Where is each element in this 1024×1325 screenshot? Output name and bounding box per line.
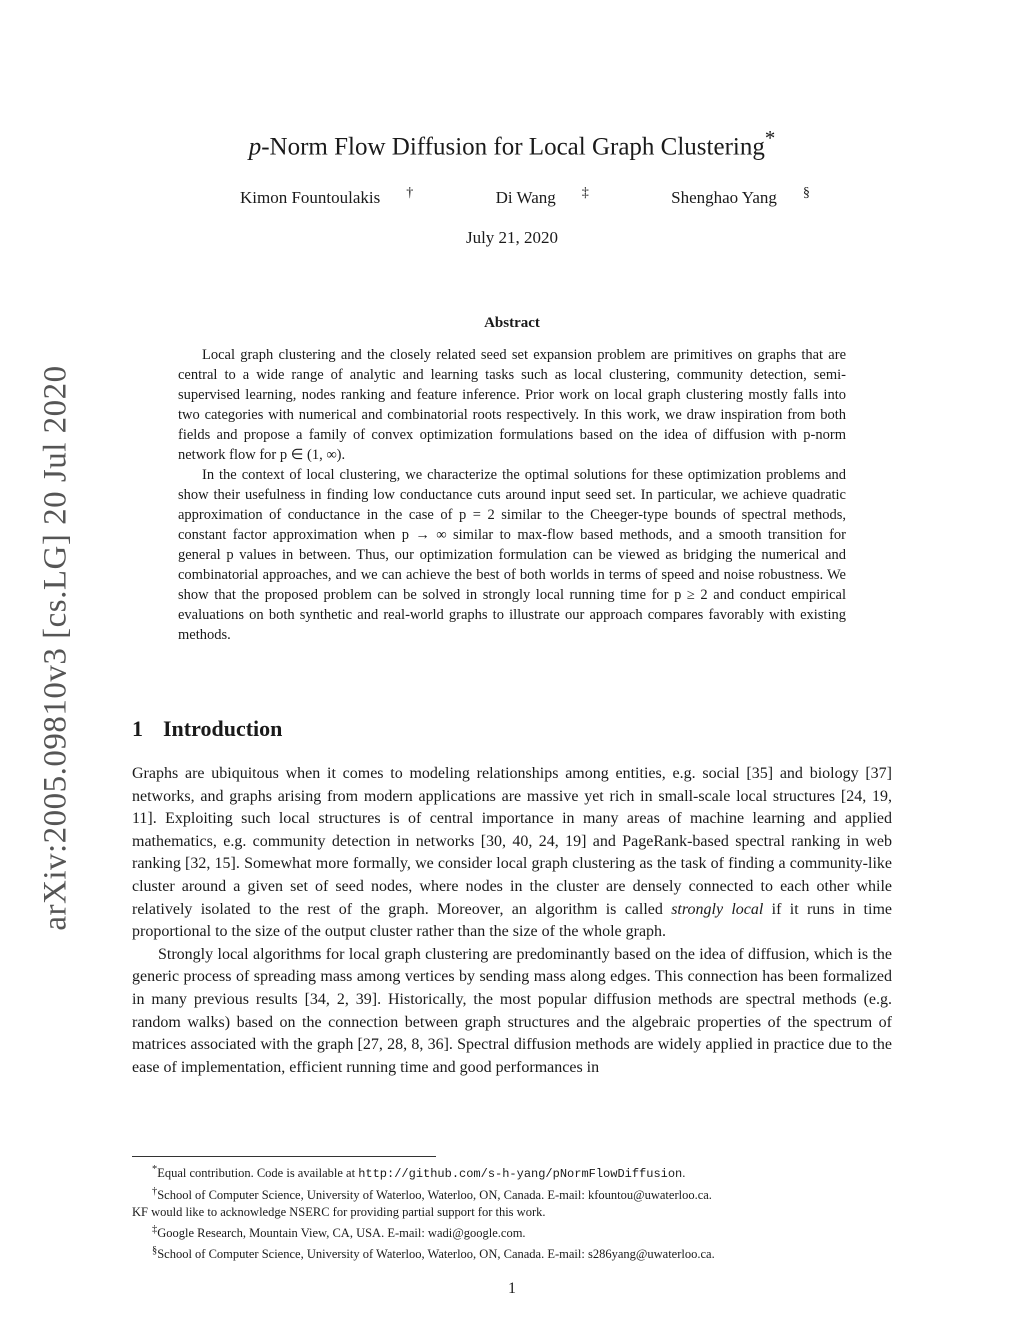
author: Kimon Fountoulakis †	[240, 184, 414, 207]
title-variable-p: p	[248, 133, 262, 161]
arxiv-identifier-stamp: arXiv:2005.09810v3 [cs.LG] 20 Jul 2020	[37, 365, 74, 931]
footnote: §School of Computer Science, University of Waterloo, Waterloo, ON, Canada. E-mail: s286yang@uwaterloo.ca.	[152, 1245, 715, 1262]
author-list	[0, 184, 1024, 208]
footnotes	[132, 1161, 902, 1264]
author: Di Wang ‡	[495, 184, 589, 207]
footnote: ‡Google Research, Mountain View, CA, USA. E-mail: wadi@google.com.	[152, 1224, 526, 1241]
title-text: -Norm Flow Diffusion for Local Graph Clustering	[261, 133, 765, 161]
paper-title	[0, 126, 1024, 161]
abstract-paragraph: Local graph clustering and the closely related seed set expansion problem are primitives on graphs that are central to a wide range of analytic and learning tasks such as local clustering, community detection, semi-supervised learning, nodes ranking and feature inference. Prior work on local graph clustering mostly falls into two categories with numerical and combinatorial roots respectively. In this work, we draw inspiration from both fields and propose a family of convex optimization formulations based on the idea of diffusion with p-norm network flow for p ∈ (1, ∞).	[178, 347, 846, 463]
author: Shenghao Yang §	[671, 184, 810, 207]
footnote: *Equal contribution. Code is available at http://github.com/s-h-yang/pNormFlowDiffusion.	[152, 1164, 686, 1182]
abstract-body	[178, 345, 846, 645]
body-paragraph: Graphs are ubiquitous when it comes to modeling relationships among entities, e.g. social [35] and biology [37] networks, and graphs arising from modern applications are massive yet rich in small-scale local structures [24, 19, 11]. Exploiting such local structures is of central importance in many areas of machine learning and applied mathematics, e.g. community detection in networks [30, 40, 24, 19] and PageRank-based spectral ranking in web ranking [32, 15]. Somewhat more formally, we consider local graph clustering as the task of finding a community-like cluster around a given set of seed nodes, where nodes in the cluster are densely connected to each other while relatively isolated to the rest of the graph. Moreover, an algorithm is called strongly local if it runs in time proportional to the size of the output cluster rather than the size of the whole graph.	[132, 765, 892, 941]
emphasis-text: strongly local	[671, 900, 764, 918]
section-title: Introduction	[163, 716, 283, 741]
publication-date: July 21, 2020	[465, 228, 559, 247]
section-heading	[132, 716, 282, 742]
abstract-heading: Abstract	[484, 315, 540, 331]
introduction-body	[132, 763, 892, 1079]
footnote-divider	[132, 1156, 436, 1157]
title-footnote-mark: *	[764, 126, 776, 150]
section-number: 1	[132, 716, 143, 741]
footnote-continuation: KF would like to acknowledge NSERC for providing partial support for this work.	[132, 1205, 546, 1220]
footnote: †School of Computer Science, University of Waterloo, Waterloo, ON, Canada. E-mail: kfountou@uwaterloo.ca.	[152, 1186, 712, 1203]
code-url-link[interactable]: http://github.com/s-h-yang/pNormFlowDiffusion	[358, 1167, 683, 1182]
page-number: 1	[508, 1280, 516, 1297]
body-paragraph: Strongly local algorithms for local graph clustering are predominantly based on the idea of diffusion, which is the generic process of spreading mass among vertices by sending mass along edges. This connection has been formalized in many previous results [34, 2, 39]. Historically, the most popular diffusion methods are spectral methods (e.g. random walks) based on the connection between graph structures and the algebraic properties of the spectrum of matrices associated with the graph [27, 28, 8, 36]. Spectral diffusion methods are widely applied in practice due to the ease of implementation, efficient running time and good performances in	[132, 945, 892, 1076]
abstract-paragraph: In the context of local clustering, we characterize the optimal solutions for these optimization problems and show their usefulness in finding low conductance cuts around input seed set. In particular, we achieve quadratic approximation of conductance in the case of p = 2 similar to the Cheeger-type bounds of spectral methods, constant factor approximation when p → ∞ similar to max-flow based methods, and a smooth transition for general p values in between. Thus, our optimization formulation can be viewed as bridging the numerical and combinatorial approaches, and we can achieve the best of both worlds in terms of speed and noise robustness. We show that the proposed problem can be solved in strongly local running time for p ≥ 2 and conduct empirical evaluations on both synthetic and real-world graphs to illustrate our approach compares favorably with existing methods.	[178, 467, 846, 643]
